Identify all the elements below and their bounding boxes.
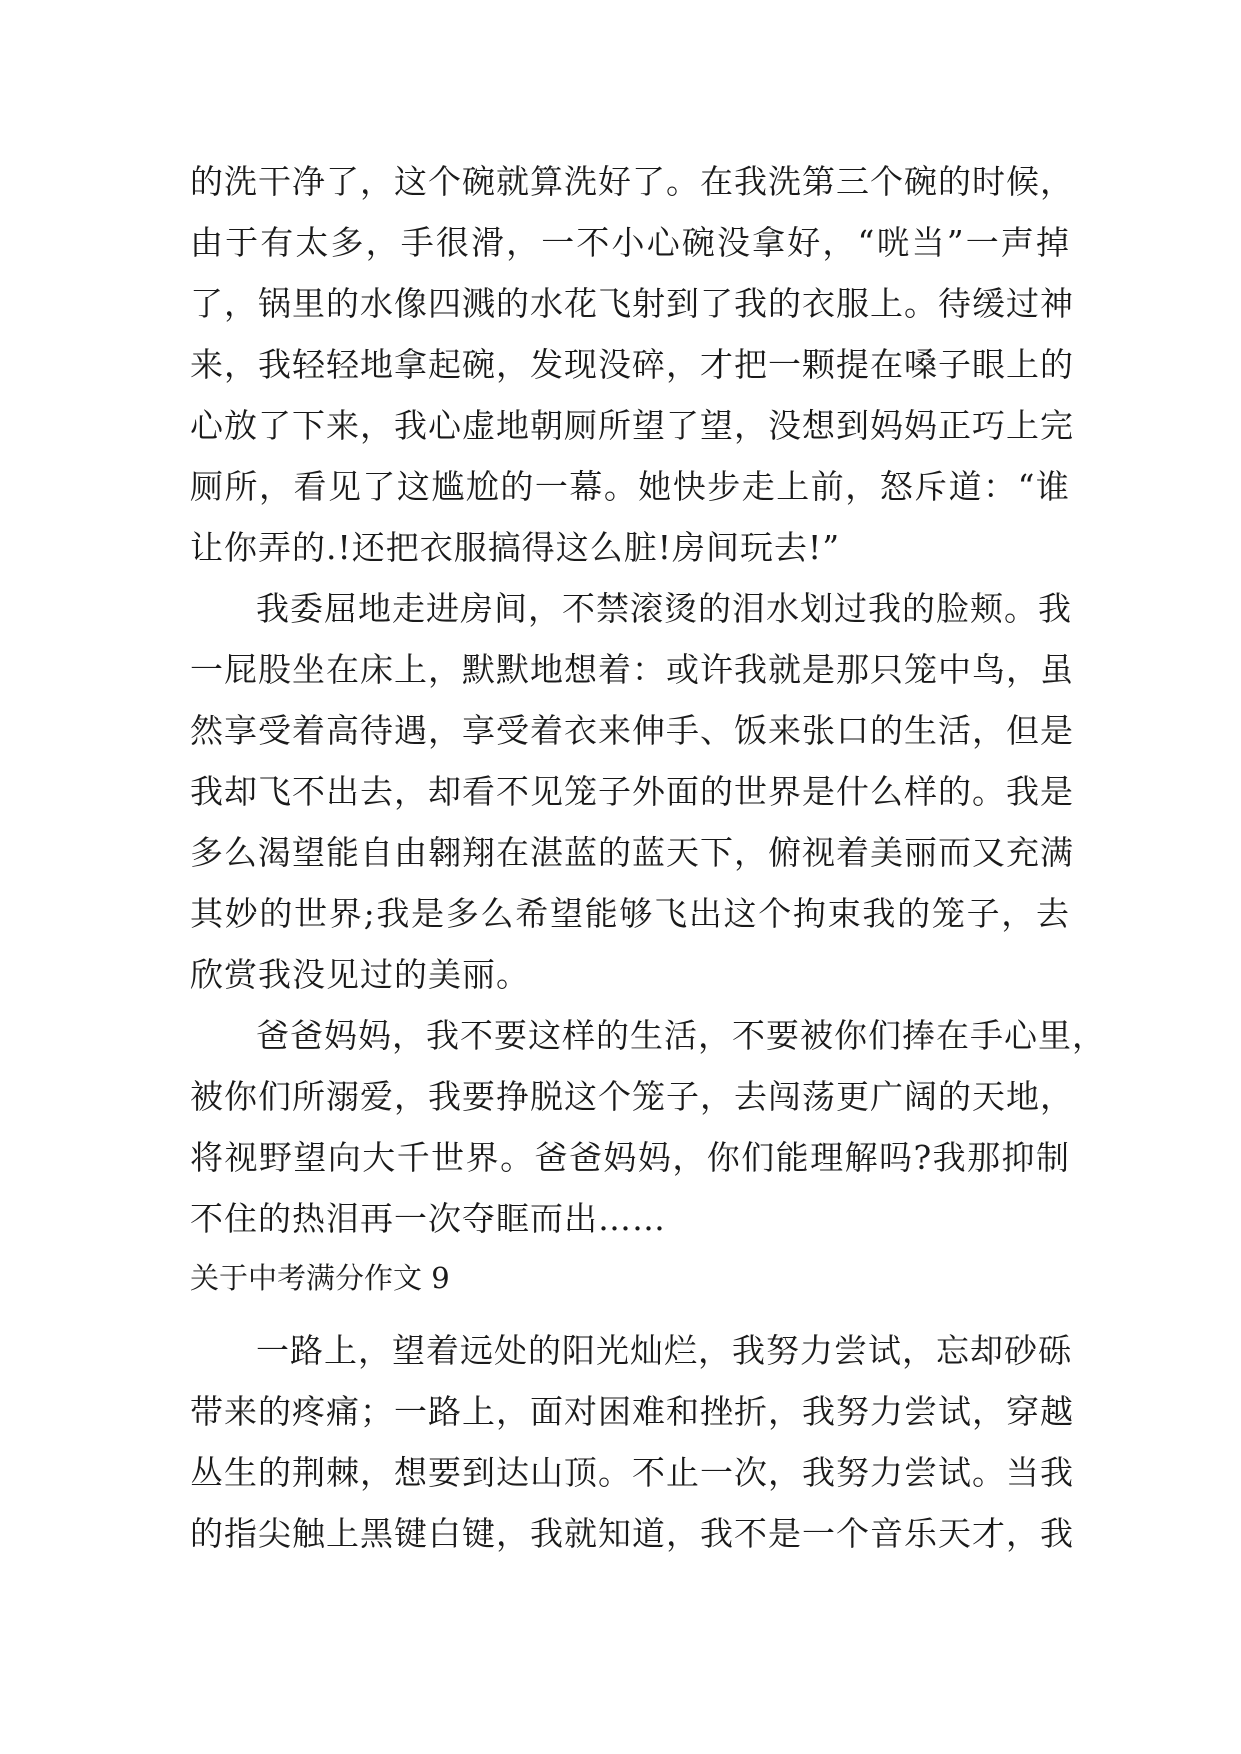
text-line: 让你弄的.!还把衣服搞得这么脏!房间玩去!”	[190, 528, 841, 567]
paragraph-first-line: 我委屈地走进房间，不禁滚烫的泪水划过我的脸颊。我	[256, 589, 1072, 628]
text-line: 我却飞不出去，却看不见笼子外面的世界是什么样的。我是	[190, 772, 1074, 811]
paragraph-first-line: 爸爸妈妈，我不要这样的生活，不要被你们捧在手心里，	[256, 1016, 1106, 1055]
text-line: 丛生的荆棘，想要到达山顶。不止一次，我努力尝试。当我	[190, 1453, 1074, 1492]
text-line: 心放了下来，我心虚地朝厕所望了望，没想到妈妈正巧上完	[190, 406, 1074, 445]
paragraph-first-line: 一路上，望着远处的阳光灿烂，我努力尝试，忘却砂砾	[256, 1331, 1072, 1370]
text-line: 由于有太多，手很滑，一不小心碗没拿好，“咣当”一声掉	[190, 223, 1070, 262]
text-line: 其妙的世界;我是多么希望能够飞出这个拘束我的笼子，去	[190, 894, 1070, 933]
text-line: 不住的热泪再一次夺眶而出……	[190, 1199, 666, 1238]
text-line: 厕所，看见了这尴尬的一幕。她快步走上前，怒斥道：“谁	[190, 467, 1070, 506]
text-line: 然享受着高待遇，享受着衣来伸手、饭来张口的生活，但是	[190, 711, 1074, 750]
text-line: 多么渴望能自由翱翔在湛蓝的蓝天下，俯视着美丽而又充满	[190, 833, 1074, 872]
text-line: 的指尖触上黑键白键，我就知道，我不是一个音乐天才，我	[190, 1514, 1074, 1553]
text-line: 将视野望向大千世界。爸爸妈妈，你们能理解吗?我那抑制	[190, 1138, 1070, 1177]
text-line: 的洗干净了，这个碗就算洗好了。在我洗第三个碗的时候，	[190, 162, 1074, 201]
text-line: 一屁股坐在床上，默默地想着：或许我就是那只笼中鸟，虽	[190, 650, 1074, 689]
text-line: 了，锅里的水像四溅的水花飞射到了我的衣服上。待缓过神	[190, 284, 1074, 323]
text-line: 欣赏我没见过的美丽。	[190, 955, 530, 994]
text-line: 被你们所溺爱，我要挣脱这个笼子，去闯荡更广阔的天地，	[190, 1077, 1074, 1116]
section-heading: 关于中考满分作文 9	[190, 1261, 450, 1295]
text-line: 来，我轻轻地拿起碗，发现没碎，才把一颗提在嗓子眼上的	[190, 345, 1074, 384]
essay-body-section-1	[190, 151, 1106, 1249]
essay-body-section-2	[190, 1320, 1074, 1564]
text-line: 带来的疼痛；一路上，面对困难和挫折，我努力尝试，穿越	[190, 1392, 1074, 1431]
